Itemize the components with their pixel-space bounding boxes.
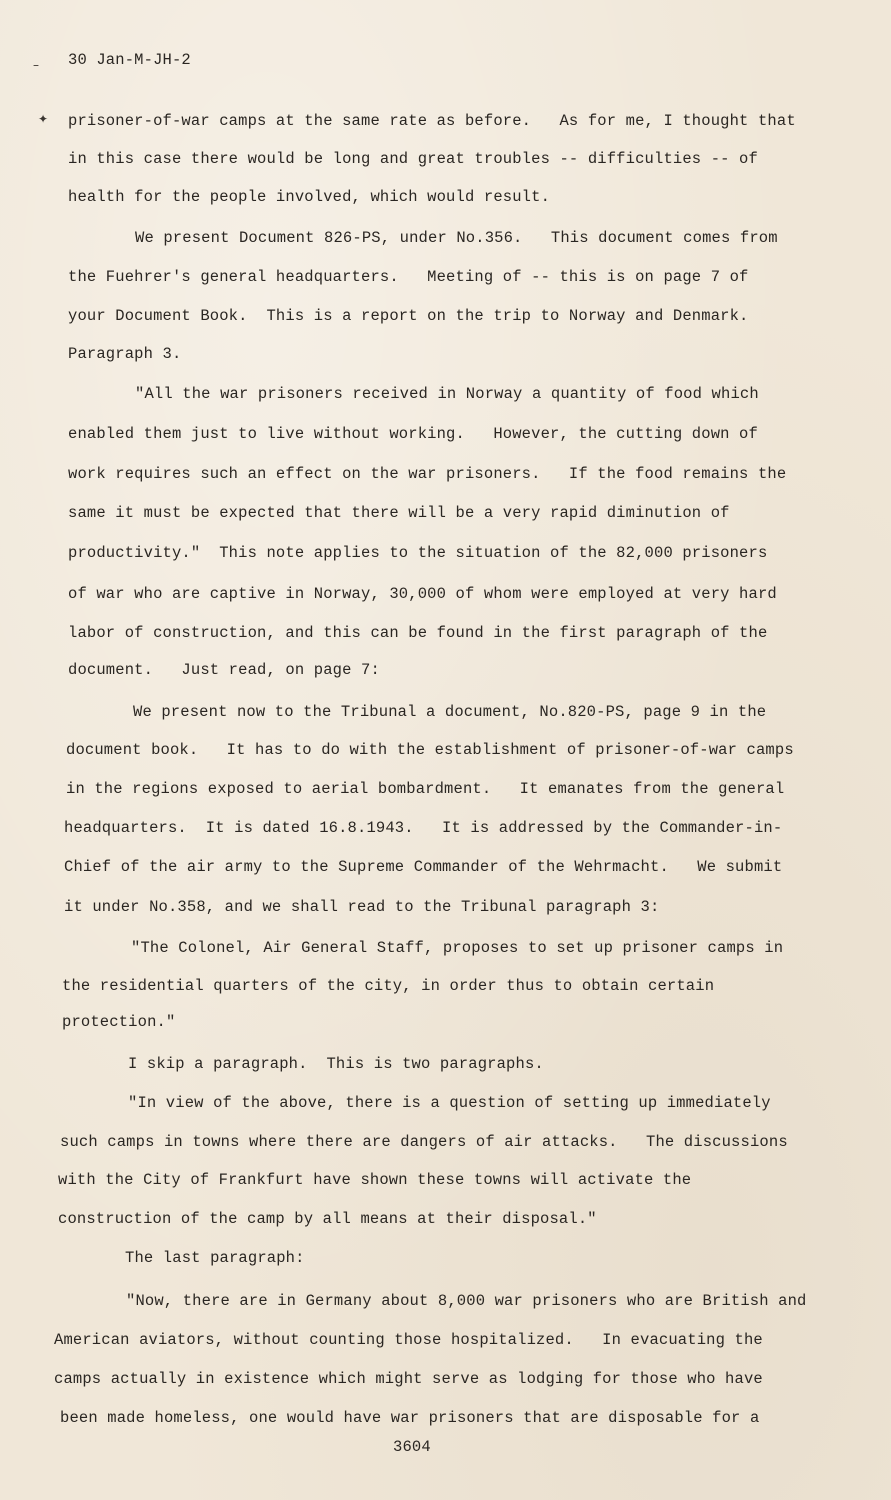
text-line: The last paragraph: bbox=[125, 1249, 305, 1267]
text-line: the Fuehrer's general headquarters. Meeting of -- this is on page 7 of bbox=[68, 268, 749, 286]
text-line: protection." bbox=[62, 1013, 176, 1031]
text-line: of war who are captive in Norway, 30,000 of whom were employed at very hard bbox=[68, 585, 777, 603]
text-line: been made homeless, one would have war prisoners that are disposable for a bbox=[60, 1409, 760, 1427]
folio-header: 30 Jan-M-JH-2 bbox=[68, 51, 191, 69]
text-line: productivity." This note applies to the situation of the 82,000 prisoners bbox=[68, 544, 768, 562]
text-line: labor of construction, and this can be found in the first paragraph of the bbox=[68, 624, 768, 642]
text-line: with the City of Frankfurt have shown these towns will activate the bbox=[58, 1171, 692, 1189]
text-line: headquarters. It is dated 16.8.1943. It is addressed by the Commander-in- bbox=[64, 819, 783, 837]
page-number: 3604 bbox=[393, 1438, 431, 1456]
text-line: camps actually in existence which might serve as lodging for those who have bbox=[54, 1370, 763, 1388]
margin-dash-mark: – bbox=[33, 58, 40, 72]
text-line: your Document Book. This is a report on the trip to Norway and Denmark. bbox=[68, 307, 749, 325]
text-line: in this case there would be long and great troubles -- difficulties -- of bbox=[68, 150, 758, 168]
text-line: such camps in towns where there are dangers of air attacks. The discussions bbox=[60, 1133, 788, 1151]
text-line: health for the people involved, which would result. bbox=[68, 188, 551, 206]
text-line: "Now, there are in Germany about 8,000 war prisoners who are British and bbox=[126, 1292, 807, 1310]
text-line: Paragraph 3. bbox=[68, 345, 182, 363]
text-line: document book. It has to do with the establishment of prisoner-of-war camps bbox=[66, 741, 794, 759]
margin-tick-mark: ✦ bbox=[38, 112, 49, 126]
text-line: "The Colonel, Air General Staff, proposes to set up prisoner camps in bbox=[131, 939, 784, 957]
text-line: I skip a paragraph. This is two paragraphs. bbox=[128, 1055, 544, 1073]
text-line: same it must be expected that there will be a very rapid diminution of bbox=[68, 504, 730, 522]
text-line: it under No.358, and we shall read to the Tribunal paragraph 3: bbox=[64, 898, 660, 916]
text-line: American aviators, without counting those hospitalized. In evacuating the bbox=[54, 1331, 763, 1349]
text-line: enabled them just to live without working. However, the cutting down of bbox=[68, 425, 758, 443]
text-line: work requires such an effect on the war prisoners. If the food remains the bbox=[68, 465, 787, 483]
text-line: We present Document 826-PS, under No.356. This document comes from bbox=[135, 229, 778, 247]
text-line: in the regions exposed to aerial bombardment. It emanates from the general bbox=[66, 780, 785, 798]
text-line: "In view of the above, there is a question of setting up immediately bbox=[128, 1094, 771, 1112]
text-line: the residential quarters of the city, in order thus to obtain certain bbox=[62, 977, 715, 995]
text-line: document. Just read, on page 7: bbox=[68, 661, 380, 679]
text-line: Chief of the air army to the Supreme Commander of the Wehrmacht. We submit bbox=[64, 858, 783, 876]
text-line: prisoner-of-war camps at the same rate as before. As for me, I thought that bbox=[68, 112, 796, 130]
text-line: "All the war prisoners received in Norway a quantity of food which bbox=[135, 385, 759, 403]
text-line: We present now to the Tribunal a document, No.820-PS, page 9 in the bbox=[133, 703, 767, 721]
text-line: construction of the camp by all means at their disposal." bbox=[58, 1210, 597, 1228]
